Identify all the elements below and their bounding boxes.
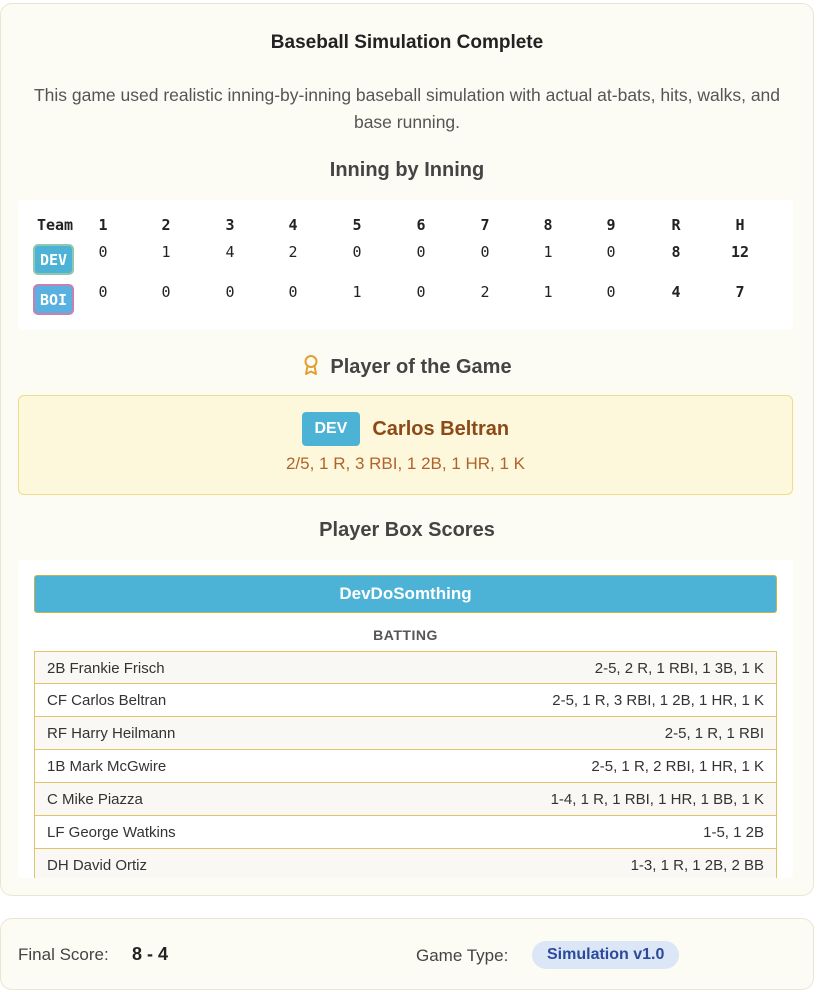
box-score-panel[interactable] bbox=[18, 560, 793, 878]
batter-name: LF George Watkins bbox=[47, 824, 176, 841]
batting-table bbox=[34, 651, 777, 878]
inning-col-header: 7 bbox=[480, 216, 490, 234]
inning-score: 0 bbox=[416, 283, 426, 301]
inning-score: 0 bbox=[606, 283, 616, 301]
player-of-game-heading bbox=[1, 354, 813, 379]
inning-score: 2 bbox=[288, 243, 298, 261]
inning-score: 1 bbox=[161, 243, 171, 261]
batter-name: DH David Ortiz bbox=[47, 857, 148, 874]
inning-col-header: Team bbox=[36, 216, 74, 234]
inning-score: 0 bbox=[225, 283, 235, 301]
batter-name: RF Harry Heilmann bbox=[47, 725, 176, 742]
game-type-label: Game Type: bbox=[416, 946, 509, 965]
hits-total: 7 bbox=[735, 283, 745, 301]
final-score-value: 8 - 4 bbox=[132, 944, 169, 964]
batter-stats: 2-5, 1 R, 3 RBI, 1 2B, 1 HR, 1 K bbox=[552, 692, 764, 709]
inning-col-header: R bbox=[671, 216, 681, 234]
inning-table bbox=[18, 200, 793, 330]
batter-name: 1B Mark McGwire bbox=[47, 758, 167, 775]
inning-heading: Inning by Inning bbox=[329, 159, 485, 181]
inning-score: 1 bbox=[543, 283, 553, 301]
page-title: Baseball Simulation Complete bbox=[270, 32, 544, 53]
game-footer bbox=[0, 918, 814, 990]
batter-stats: 2-5, 1 R, 2 RBI, 1 HR, 1 K bbox=[591, 758, 764, 775]
batter-row bbox=[34, 783, 777, 816]
player-of-game-heading-text: Player of the Game bbox=[330, 356, 512, 378]
batter-stats: 1-3, 1 R, 1 2B, 2 BB bbox=[630, 857, 764, 874]
inning-score: 0 bbox=[161, 283, 171, 301]
inning-score: 0 bbox=[416, 243, 426, 261]
player-of-game-card bbox=[18, 395, 793, 495]
inning-score: 4 bbox=[225, 243, 235, 261]
inning-score: 0 bbox=[480, 243, 490, 261]
simulation-description: This game used realistic inning-by-inning baseball simulation with actual at-bats, hits, walks, and base running. bbox=[33, 85, 781, 132]
inning-col-header: H bbox=[735, 216, 745, 234]
inning-score: 0 bbox=[98, 243, 108, 261]
inning-score: 2 bbox=[480, 283, 490, 301]
team-name-bar[interactable]: DevDoSomthing bbox=[34, 575, 777, 613]
batter-row bbox=[34, 717, 777, 750]
batter-row bbox=[34, 684, 777, 717]
inning-score: 0 bbox=[606, 243, 616, 261]
inning-score: 0 bbox=[288, 283, 298, 301]
inning-col-header: 1 bbox=[98, 216, 108, 234]
batter-stats: 1-4, 1 R, 1 RBI, 1 HR, 1 BB, 1 K bbox=[550, 791, 764, 808]
batter-name: CF Carlos Beltran bbox=[47, 692, 167, 709]
inning-col-header: 8 bbox=[543, 216, 553, 234]
batter-row bbox=[34, 816, 777, 849]
inning-col-header: 4 bbox=[288, 216, 298, 234]
batter-row bbox=[34, 849, 777, 878]
hits-total: 12 bbox=[730, 243, 750, 261]
batter-stats: 2-5, 2 R, 1 RBI, 1 3B, 1 K bbox=[594, 660, 764, 677]
inning-score: 0 bbox=[98, 283, 108, 301]
inning-col-header: 3 bbox=[225, 216, 235, 234]
inning-header-row bbox=[18, 216, 793, 246]
final-score-label: Final Score: bbox=[18, 945, 109, 964]
inning-col-header: 6 bbox=[416, 216, 426, 234]
pog-stats: 2/5, 1 R, 3 RBI, 1 2B, 1 HR, 1 K bbox=[285, 454, 526, 473]
team-badge: BOI bbox=[33, 284, 74, 315]
pog-player-name: Carlos Beltran bbox=[372, 417, 510, 440]
simulation-summary-card bbox=[0, 3, 814, 896]
inning-score: 1 bbox=[352, 283, 362, 301]
inning-team-row bbox=[18, 284, 793, 314]
inning-col-header: 2 bbox=[161, 216, 171, 234]
batter-row bbox=[34, 651, 777, 684]
inning-score: 0 bbox=[352, 243, 362, 261]
batter-stats: 1-5, 1 2B bbox=[703, 824, 764, 841]
batter-name: 2B Frankie Frisch bbox=[47, 660, 165, 677]
batting-label: BATTING bbox=[373, 627, 438, 643]
pog-team-badge: DEV bbox=[302, 412, 360, 446]
inning-score: 1 bbox=[543, 243, 553, 261]
inning-col-header: 9 bbox=[606, 216, 616, 234]
inning-col-header: 5 bbox=[352, 216, 362, 234]
batter-name: C Mike Piazza bbox=[47, 791, 143, 808]
box-scores-heading: Player Box Scores bbox=[319, 519, 495, 541]
runs-total: 4 bbox=[671, 283, 681, 301]
inning-team-row bbox=[18, 244, 793, 274]
batter-stats: 2-5, 1 R, 1 RBI bbox=[664, 725, 764, 742]
team-badge: DEV bbox=[33, 244, 74, 275]
runs-total: 8 bbox=[671, 243, 681, 261]
award-icon bbox=[302, 354, 320, 376]
game-type-badge: Simulation v1.0 bbox=[532, 941, 679, 969]
batter-row bbox=[34, 750, 777, 783]
